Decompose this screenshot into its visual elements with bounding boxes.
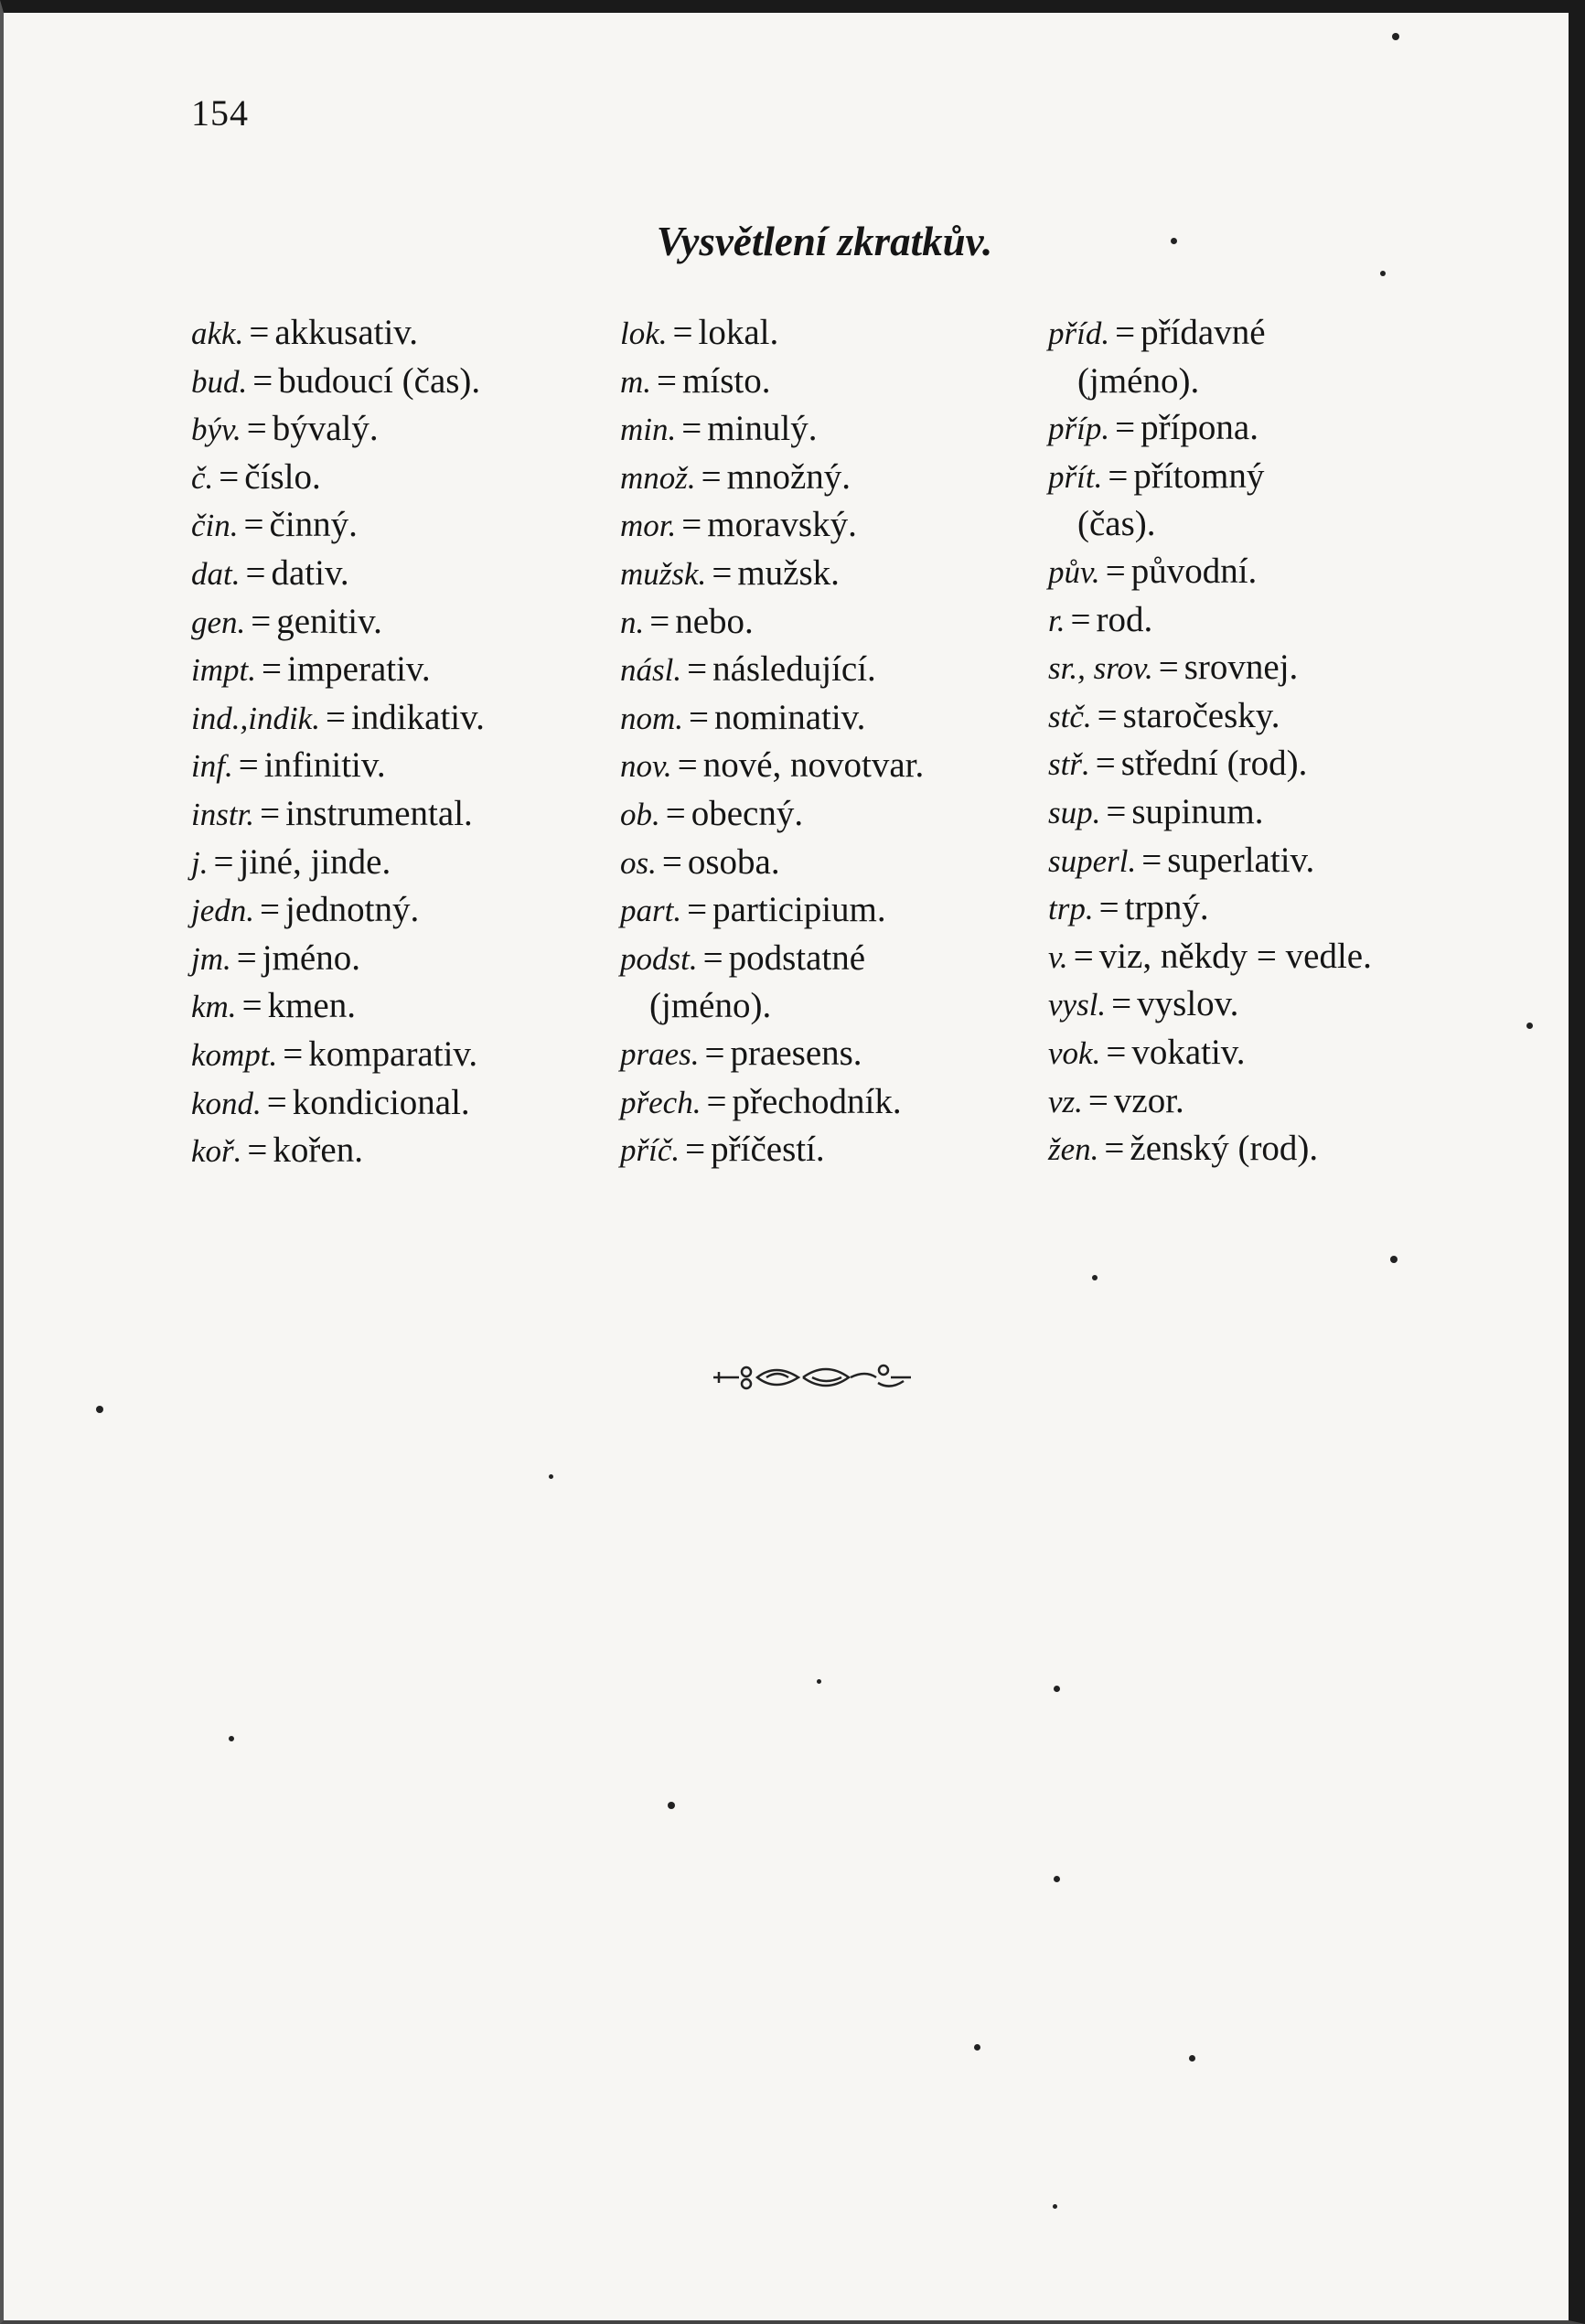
- page-title: Vysvětlení zkratkův.: [656, 219, 993, 264]
- abbreviation-entry: [1048, 644, 1372, 692]
- abbreviation: kond.: [191, 1085, 262, 1121]
- equals-sign: =: [685, 1130, 706, 1170]
- abbreviation-meaning: kořen.: [273, 1130, 363, 1171]
- abbreviation-meaning: vokativ.: [1131, 1032, 1246, 1072]
- abbreviation-entry: [620, 742, 924, 790]
- abbreviation: kompt.: [191, 1036, 278, 1073]
- equals-sign: =: [1087, 1080, 1108, 1120]
- speck: [229, 1736, 234, 1741]
- abbreviation-entry: [620, 982, 924, 1030]
- abbreviation-entry: [1048, 740, 1372, 788]
- abbreviation-entry: [1048, 548, 1372, 596]
- abbreviation: množ.: [620, 459, 696, 496]
- equals-sign: =: [687, 890, 708, 930]
- abbreviation: stř.: [1048, 746, 1090, 783]
- equals-sign: =: [252, 360, 273, 401]
- abbreviation-entry: [191, 839, 485, 887]
- abbreviation-meaning: vyslov.: [1137, 984, 1239, 1024]
- abbreviation-meaning: nominativ.: [714, 697, 866, 737]
- equals-sign: =: [1111, 984, 1132, 1024]
- abbreviation: jedn.: [191, 893, 255, 929]
- abbreviation-entry: [191, 935, 485, 983]
- speck: [1054, 1876, 1060, 1882]
- abbreviation: mor.: [620, 508, 677, 544]
- abbreviation-entry: [1048, 358, 1372, 405]
- equals-sign: =: [1141, 840, 1162, 880]
- abbreviation-meaning: infinitiv.: [263, 745, 386, 786]
- equals-sign: =: [238, 745, 259, 786]
- abbreviation: v.: [1048, 938, 1068, 975]
- abbreviation-meaning: indikativ.: [350, 697, 485, 737]
- equals-sign: =: [1106, 791, 1127, 831]
- abbreviation-entry: [191, 742, 485, 790]
- abbreviation-meaning: jednotný.: [285, 890, 420, 930]
- abbreviation-entry: [191, 550, 485, 598]
- abbreviation-meaning: jméno.: [262, 937, 360, 978]
- abbreviation-meaning: střední (rod).: [1120, 744, 1308, 784]
- abbreviation-entry: [620, 598, 924, 647]
- abbreviation-entry: [191, 405, 485, 454]
- abbreviation-entry: [620, 501, 924, 550]
- equals-sign: =: [1115, 313, 1136, 352]
- abbreviation-entry: [620, 454, 924, 502]
- equals-sign: =: [706, 1081, 727, 1121]
- abbreviation-meaning: vzor.: [1113, 1080, 1184, 1120]
- abbreviation-entry: [620, 309, 924, 358]
- page-number: 154: [191, 92, 249, 134]
- abbreviation-column-2: [620, 309, 924, 1174]
- abbreviation: part.: [620, 893, 682, 929]
- abbreviation-meaning: přídavné: [1141, 313, 1266, 352]
- abbreviation-entry: [1048, 404, 1372, 453]
- abbreviation: podst.: [620, 940, 698, 977]
- abbreviation-meaning: přechodník.: [732, 1081, 902, 1121]
- equals-sign: =: [1073, 936, 1094, 976]
- abbreviation: impt.: [191, 652, 256, 689]
- abbreviation: min.: [620, 412, 677, 448]
- speck: [1092, 1275, 1098, 1280]
- abbreviation: lok.: [620, 316, 668, 351]
- abbreviation: ind.,indik.: [191, 700, 320, 736]
- abbreviation-meaning: dativ.: [271, 552, 349, 593]
- equals-sign: =: [1098, 888, 1119, 928]
- equals-sign: =: [251, 601, 272, 641]
- abbreviation-meaning: trpný.: [1124, 888, 1209, 928]
- equals-sign: =: [701, 456, 722, 497]
- abbreviation-meaning: genitiv.: [276, 601, 382, 641]
- speck: [817, 1679, 821, 1684]
- equals-sign: =: [1158, 648, 1179, 688]
- speck: [1526, 1023, 1533, 1029]
- abbreviation: žen.: [1048, 1131, 1099, 1168]
- equals-sign: =: [236, 937, 257, 978]
- abbreviation: superl.: [1048, 842, 1137, 879]
- equals-sign: =: [702, 937, 723, 978]
- abbreviation: sr., srov.: [1048, 650, 1153, 687]
- abbreviation-entry: [191, 1031, 485, 1079]
- abbreviation: n.: [620, 604, 645, 640]
- abbreviation-entry: [1048, 1077, 1372, 1126]
- equals-sign: =: [249, 313, 270, 352]
- equals-sign: =: [712, 552, 733, 593]
- equals-sign: =: [260, 890, 281, 930]
- equals-sign: =: [261, 649, 282, 690]
- abbreviation-meaning: číslo.: [244, 456, 321, 497]
- abbreviation-meaning: budoucí (čas).: [278, 360, 481, 401]
- speck: [549, 1474, 553, 1479]
- abbreviation-meaning: činný.: [269, 505, 358, 545]
- equals-sign: =: [1106, 1032, 1127, 1072]
- abbreviation-meaning: imperativ.: [286, 649, 431, 690]
- equals-sign: =: [1097, 695, 1118, 735]
- abbreviation-meaning: obecný.: [691, 793, 804, 833]
- abbreviation-entry: [1048, 788, 1372, 837]
- abbreviation-entry: [1048, 500, 1372, 548]
- abbreviation-meaning: supinum.: [1131, 791, 1264, 831]
- abbreviation: příp.: [1048, 411, 1110, 447]
- abbreviation-meaning: (jméno).: [1077, 360, 1200, 401]
- abbreviation: sup.: [1048, 794, 1101, 830]
- abbreviation: vok.: [1048, 1034, 1101, 1071]
- abbreviation: akk.: [191, 316, 244, 351]
- abbreviation-entry: [1048, 596, 1372, 645]
- abbreviation: býv.: [191, 412, 241, 448]
- abbreviation-meaning: kondicional.: [292, 1082, 470, 1122]
- abbreviation-meaning: staročesky.: [1122, 695, 1280, 735]
- speck: [96, 1406, 103, 1413]
- equals-sign: =: [1070, 599, 1091, 639]
- abbreviation-meaning: nové, novotvar.: [702, 745, 925, 786]
- abbreviation-meaning: (čas).: [1077, 504, 1156, 544]
- speck: [1053, 2204, 1057, 2209]
- abbreviation-entry: [620, 405, 924, 454]
- abbreviation: km.: [191, 989, 237, 1025]
- abbreviation: mužsk.: [620, 555, 707, 592]
- equals-sign: =: [325, 697, 346, 737]
- abbreviation-entry: [1048, 884, 1372, 933]
- abbreviation-meaning: osoba.: [687, 841, 780, 882]
- abbreviation-meaning: viz, někdy = vedle.: [1098, 936, 1372, 976]
- abbreviation-entry: [1048, 309, 1372, 358]
- abbreviation-entry: [191, 454, 485, 502]
- abbreviation-meaning: následující.: [712, 649, 876, 690]
- abbreviation-meaning: instrumental.: [285, 793, 473, 833]
- equals-sign: =: [213, 841, 234, 882]
- equals-sign: =: [665, 793, 686, 833]
- equals-sign: =: [649, 601, 670, 641]
- abbreviation-entry: [620, 1078, 924, 1127]
- abbreviation-meaning: přítomný: [1133, 455, 1265, 496]
- speck: [1390, 1256, 1398, 1263]
- abbreviation-entry: [191, 358, 485, 406]
- abbreviation-meaning: množný.: [726, 456, 851, 497]
- abbreviation: koř.: [191, 1133, 242, 1170]
- abbreviation-meaning: podstatné: [728, 937, 866, 978]
- speck: [668, 1802, 675, 1809]
- abbreviation-entry: [191, 1127, 485, 1175]
- abbreviation: bud.: [191, 363, 248, 400]
- abbreviation-meaning: komparativ.: [308, 1033, 478, 1074]
- abbreviation-entry: [191, 646, 485, 694]
- abbreviation-entry: [1048, 933, 1372, 981]
- equals-sign: =: [247, 1130, 268, 1171]
- abbreviation-entry: [191, 694, 485, 743]
- equals-sign: =: [1105, 551, 1126, 591]
- abbreviation-entry: [1048, 453, 1372, 501]
- equals-sign: =: [246, 409, 267, 449]
- abbreviation: j.: [191, 844, 209, 881]
- abbreviation-entry: [620, 1030, 924, 1078]
- abbreviation-entry: [1048, 837, 1372, 885]
- equals-sign: =: [681, 505, 702, 545]
- abbreviation-meaning: bývalý.: [272, 409, 379, 449]
- equals-sign: =: [661, 841, 682, 882]
- equals-sign: =: [260, 793, 281, 833]
- abbreviation-meaning: participium.: [712, 890, 886, 930]
- abbreviation: příd.: [1048, 316, 1110, 351]
- ornament-divider-icon: [712, 1359, 913, 1396]
- abbreviation: č.: [191, 459, 214, 496]
- abbreviation: vz.: [1048, 1083, 1083, 1119]
- abbreviation-meaning: místo.: [682, 360, 771, 401]
- abbreviation-entry: [620, 886, 924, 935]
- abbreviation-entry: [1048, 980, 1372, 1029]
- equals-sign: =: [687, 649, 708, 690]
- abbreviation-meaning: nebo.: [675, 601, 754, 641]
- equals-sign: =: [243, 505, 264, 545]
- abbreviation-entry: [191, 790, 485, 839]
- abbreviation-entry: [191, 309, 485, 358]
- abbreviation-entry: [1048, 1029, 1372, 1077]
- abbreviation: trp.: [1048, 891, 1094, 927]
- abbreviation: inf.: [191, 748, 233, 785]
- speck: [1380, 271, 1386, 276]
- equals-sign: =: [672, 313, 693, 352]
- abbreviation-entry: [620, 1126, 924, 1174]
- abbreviation-entry: [620, 550, 924, 598]
- abbreviation-meaning: kmen.: [267, 986, 356, 1026]
- abbreviation-entry: [191, 1079, 485, 1128]
- abbreviation: dat.: [191, 555, 241, 592]
- speck: [1189, 2055, 1195, 2062]
- abbreviation-meaning: mužsk.: [737, 552, 840, 593]
- equals-sign: =: [241, 986, 262, 1026]
- equals-sign: =: [1095, 744, 1116, 784]
- abbreviation-meaning: původní.: [1130, 551, 1258, 591]
- abbreviation-column-1: [191, 309, 485, 1175]
- abbreviation-entry: [620, 790, 924, 839]
- abbreviation-meaning: superlativ.: [1167, 840, 1315, 880]
- abbreviation: praes.: [620, 1035, 700, 1072]
- speck: [1054, 1686, 1060, 1692]
- abbreviation: jm.: [191, 940, 231, 977]
- abbreviation-meaning: příčestí.: [711, 1130, 825, 1170]
- speck: [1171, 238, 1177, 244]
- abbreviation-column-3: [1048, 309, 1372, 1173]
- abbreviation-entry: [1048, 1125, 1372, 1173]
- speck: [974, 2044, 980, 2051]
- abbreviation-entry: [1048, 692, 1372, 741]
- speck: [1392, 33, 1399, 40]
- abbreviation: vysl.: [1048, 987, 1107, 1023]
- abbreviation: m.: [620, 363, 652, 400]
- abbreviation: čin.: [191, 508, 239, 544]
- abbreviation-meaning: moravský.: [707, 505, 857, 545]
- abbreviation-meaning: akkusativ.: [274, 313, 419, 352]
- equals-sign: =: [283, 1033, 304, 1074]
- equals-sign: =: [677, 745, 698, 786]
- abbreviation-meaning: jiné, jinde.: [239, 841, 391, 882]
- abbreviation: nov.: [620, 748, 672, 785]
- equals-sign: =: [1108, 455, 1129, 496]
- equals-sign: =: [704, 1033, 725, 1073]
- equals-sign: =: [689, 697, 710, 737]
- abbreviation-meaning: ženský (rod).: [1130, 1129, 1319, 1169]
- abbreviation-entry: [191, 982, 485, 1031]
- abbreviation-meaning: rod.: [1096, 599, 1153, 639]
- abbreviation: pův.: [1048, 553, 1100, 590]
- abbreviation: os.: [620, 844, 657, 881]
- abbreviation-meaning: srovnej.: [1183, 648, 1299, 688]
- abbreviation: přít.: [1048, 458, 1103, 495]
- abbreviation: gen.: [191, 604, 246, 640]
- abbreviation-meaning: lokal.: [698, 313, 779, 352]
- abbreviation: nom.: [620, 700, 684, 736]
- abbreviation-entry: [620, 694, 924, 743]
- abbreviation-entry: [620, 358, 924, 406]
- equals-sign: =: [1104, 1129, 1125, 1169]
- abbreviation: instr.: [191, 796, 255, 832]
- abbreviation-entry: [620, 935, 924, 983]
- abbreviation: ob.: [620, 796, 660, 832]
- abbreviation-meaning: praesens.: [730, 1033, 862, 1073]
- equals-sign: =: [657, 360, 678, 401]
- abbreviation: násl.: [620, 652, 682, 689]
- equals-sign: =: [219, 456, 240, 497]
- abbreviation-entry: [620, 646, 924, 694]
- abbreviation-entry: [191, 501, 485, 550]
- abbreviation-meaning: (jméno).: [649, 986, 772, 1026]
- equals-sign: =: [1115, 408, 1136, 448]
- abbreviation-entry: [191, 886, 485, 935]
- equals-sign: =: [266, 1082, 287, 1122]
- abbreviation-entry: [620, 839, 924, 887]
- abbreviation-meaning: přípona.: [1141, 408, 1258, 448]
- abbreviation: stč.: [1048, 698, 1092, 734]
- abbreviation: r.: [1048, 602, 1066, 638]
- equals-sign: =: [245, 552, 266, 593]
- abbreviation: přech.: [620, 1084, 701, 1120]
- abbreviation-entry: [191, 598, 485, 647]
- abbreviation: příč.: [620, 1132, 680, 1169]
- equals-sign: =: [681, 409, 702, 449]
- abbreviation-meaning: minulý.: [707, 409, 818, 449]
